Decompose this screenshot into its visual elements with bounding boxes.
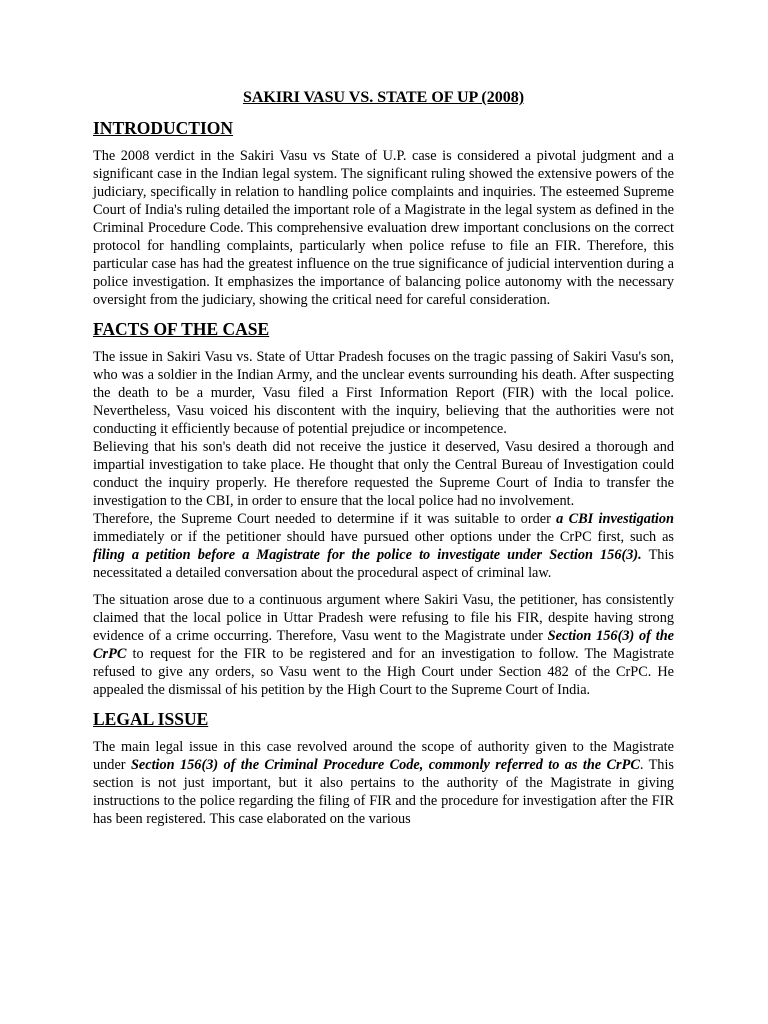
legal-issue-emphasis-section: Section 156(3) of the Criminal Procedure Code, commonly referred to as the CrPC [130,757,640,773]
heading-legal-issue: LEGAL ISSUE [93,709,209,729]
facts-paragraph-4 [93,591,674,699]
facts-p4-text-c: to request for the FIR to be registered and for an investigation to follow. The Magistrate refused to give any orders, so Vasu went to the High Court under Section 482 of the CrPC. He appealed the dismissal of his petition by the High Court to the Supreme Court of India. [93,646,674,698]
facts-paragraph-2: Believing that his son's death did not receive the justice it deserved, Vasu desired a thorough and impartial investigation to take place. He thought that only the Central Bureau of Investigation could conduct the inquiry properly. He therefore requested the Supreme Court of India to transfer the investigation to the CBI, in order to ensure that the local police had no involvement. [93,439,674,509]
facts-p3-text-e: This necessitated a detailed conversation about the procedural aspect of criminal law. [93,547,674,581]
heading-introduction: INTRODUCTION [93,118,234,138]
facts-p3-emphasis-magistrate: filing a petition before a Magistrate for the police to investigate under Section 156(3). [93,547,642,563]
document-body [93,88,674,828]
legal-issue-text-a: The main legal issue in this case revolved around the scope of authority given to the Magistrate under [93,739,674,773]
facts-paragraph-1: The issue in Sakiri Vasu vs. State of Uttar Pradesh focuses on the tragic passing of Sakiri Vasu's son, who was a soldier in the Indian Army, and the unclear events surrounding his death. After suspecting the death to be a murder, Vasu filed a First Information Report (FIR) with the local police. Nevertheless, Vasu voiced his discontent with the inquiry, believing that the authorities were not conducting it efficiently because of potential prejudice or incompetence. [93,349,674,437]
document-title: SAKIRI VASU VS. STATE OF UP (2008) [242,89,525,106]
facts-p3-text-a: Therefore, the Supreme Court needed to determine if it was suitable to order [93,511,557,527]
introduction-paragraph: The 2008 verdict in the Sakiri Vasu vs State of U.P. case is considered a pivotal judgment and a significant case in the Indian legal system. The significant ruling showed the extensive powers of the judiciary, specifically in relation to handling police complaints and inquiries. The esteemed Supreme Court of India's ruling detailed the important role of a Magistrate in the legal system as defined in the Criminal Procedure Code. This comprehensive evaluation drew important conclusions on the correct protocol for handling complaints, particularly when police refuse to file an FIR. Therefore, this particular case has had the greatest influence on the true significance of judicial intervention during a police investigation. It emphasizes the importance of balancing police autonomy with the necessary oversight from the judiciary, showing the critical need for careful consideration. [93,148,674,308]
legal-issue-text-c: . This section is not just important, but it also pertains to the authority of the Magistrate in giving instructions to the police regarding the filing of FIR and the procedure for investigation after the FIR has been registered. This case elaborated on the various [93,757,674,827]
facts-p4-emphasis-section: Section 156(3) of the CrPC [93,628,674,662]
facts-p3-text-c: immediately or if the petitioner should have pursued other options under the CrPC first, such as [93,529,674,545]
heading-facts-of-the-case: FACTS OF THE CASE [93,319,270,339]
facts-p4-text-a: The situation arose due to a continuous argument where Sakiri Vasu, the petitioner, has consistently claimed that the local police in Uttar Pradesh were refusing to file his FIR, despite having strong evidence of a crime occurring. Therefore, Vasu went to the Magistrate under [93,592,674,644]
legal-issue-paragraph [93,738,674,828]
facts-paragraph-3 [93,510,674,582]
facts-p3-emphasis-cbi: a CBI investigation [556,511,674,527]
